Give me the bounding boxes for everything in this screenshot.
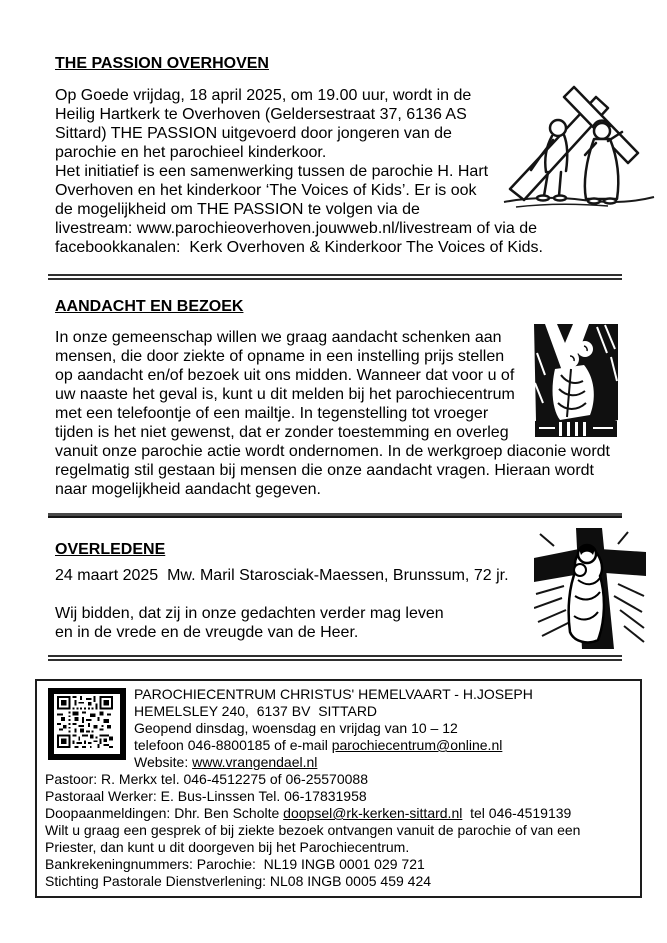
visit-request-line-1: Wilt u graag een gesprek of bij ziekte bezoek ontvangen vanuit de parochie of van een (45, 822, 581, 838)
baptism-prefix: Doopaanmeldingen: Dhr. Ben Scholte (45, 805, 284, 821)
pieta-cross-woodcut-illustration (534, 528, 646, 649)
text-line: vanuit onze parochie actie wordt ondernomen. In de werkgroep diaconie wordt (55, 443, 610, 460)
text-line: met een telefoontje of een mailtje. In tegenstelling tot vroeger (55, 405, 489, 422)
visit-woodcut-illustration (531, 323, 621, 437)
text-line: Heilig Hartkerk te Overhoven (Geldersestraat 37, 6136 AS (55, 106, 467, 123)
qr-code-icon (56, 696, 114, 748)
text-line: parochie en het parochieel kinderkoor. (55, 144, 327, 161)
text-line: op aandacht en/of bezoek uit ons midden. Wanneer dat voor u of (55, 367, 515, 384)
phone-email-prefix: telefoon 046-8800185 of e-mail (134, 737, 332, 753)
baptism-email-link[interactable]: doopsel@rk-kerken-sittard.nl (283, 805, 463, 821)
email-link[interactable]: parochiecentrum@online.nl (331, 737, 503, 753)
text-line: Het initiatief is een samenwerking tussen de parochie H. Hart (55, 163, 489, 180)
text-line: In onze gemeenschap willen we graag aandacht schenken aan (55, 329, 502, 346)
website-line (45, 754, 632, 771)
deceased-line: 24 maart 2025 Mw. Maril Starosciak-Maessen, Brunssum, 72 jr. (55, 567, 509, 584)
text-line: uw naaste het geval is, kunt u dit melden bij het parochiecentrum (55, 386, 515, 403)
text-line: de mogelijkheid om THE PASSION te volgen via de (55, 201, 420, 218)
section-divider (48, 513, 622, 518)
section-heading-aandacht: AANDACHT EN BEZOEK (55, 298, 244, 315)
text-line: tijden is het niet gewenst, dat er zonder toestemming en overleg (55, 424, 509, 441)
bank-account-line: Bankrekeningnummers: Parochie: NL19 INGB 0001 029 721 (45, 856, 425, 872)
foundation-account-line: Stichting Pastorale Dienstverlening: NL08 INGB 0005 459 424 (45, 873, 432, 889)
pastoral-worker-line: Pastoraal Werker: E. Bus-Linssen Tel. 06-17831958 (45, 788, 367, 804)
org-address-line: HEMELSLEY 240, 6137 BV SITTARD (134, 703, 378, 719)
section-heading-overledene: OVERLEDENE (55, 541, 166, 558)
phone-email-line (45, 737, 632, 754)
text-line: mensen, die door ziekte of opname in een instelling prijs stellen (55, 348, 505, 365)
text-line: Overhoven en het kinderkoor ‘The Voices of Kids’. Er is ook (55, 182, 477, 199)
text-line: Sittard) THE PASSION uitgevoerd door jongeren van de (55, 125, 452, 142)
text-line: Op Goede vrijdag, 18 april 2025, om 19.00 uur, wordt in de (55, 87, 472, 104)
text-line: Wij bidden, dat zij in onze gedachten verder mag leven (55, 605, 444, 622)
section-divider (48, 274, 622, 280)
text-line: livestream: www.parochieoverhoven.jouwweb.nl/livestream of via de (55, 220, 537, 237)
text-line: regelmatig stil gestaan bij mensen die onze aandacht vragen. Hieraan wordt (55, 462, 594, 479)
section-heading-passion: THE PASSION OVERHOVEN (55, 55, 269, 72)
pastor-line: Pastoor: R. Merkx tel. 046-4512275 of 06-25570088 (45, 771, 368, 787)
website-prefix: Website: (134, 754, 193, 770)
text-line: en in de vrede en de vreugde van de Heer. (55, 624, 359, 641)
visit-request-line-2: Priester, dan kunt u dit doorgeven bij het Parochiecentrum. (45, 839, 410, 855)
parish-contact-box (35, 679, 642, 898)
baptism-line (45, 805, 632, 822)
qr-code (48, 688, 126, 760)
text-line: facebookkanalen: Kerk Overhoven & Kinderkoor The Voices of Kids. (55, 239, 543, 256)
opening-hours-line: Geopend dinsdag, woensdag en vrijdag van 10 – 12 (134, 720, 458, 736)
baptism-suffix: tel 046-4519139 (462, 805, 572, 821)
carrying-cross-illustration (498, 75, 660, 213)
section-divider (48, 655, 622, 661)
website-link[interactable]: www.vrangendael.nl (192, 754, 318, 770)
org-name-line: PAROCHIECENTRUM CHRISTUS' HEMELVAART - H.JOSEPH (134, 686, 533, 702)
text-line: naar mogelijkheid aandacht gegeven. (55, 481, 321, 498)
